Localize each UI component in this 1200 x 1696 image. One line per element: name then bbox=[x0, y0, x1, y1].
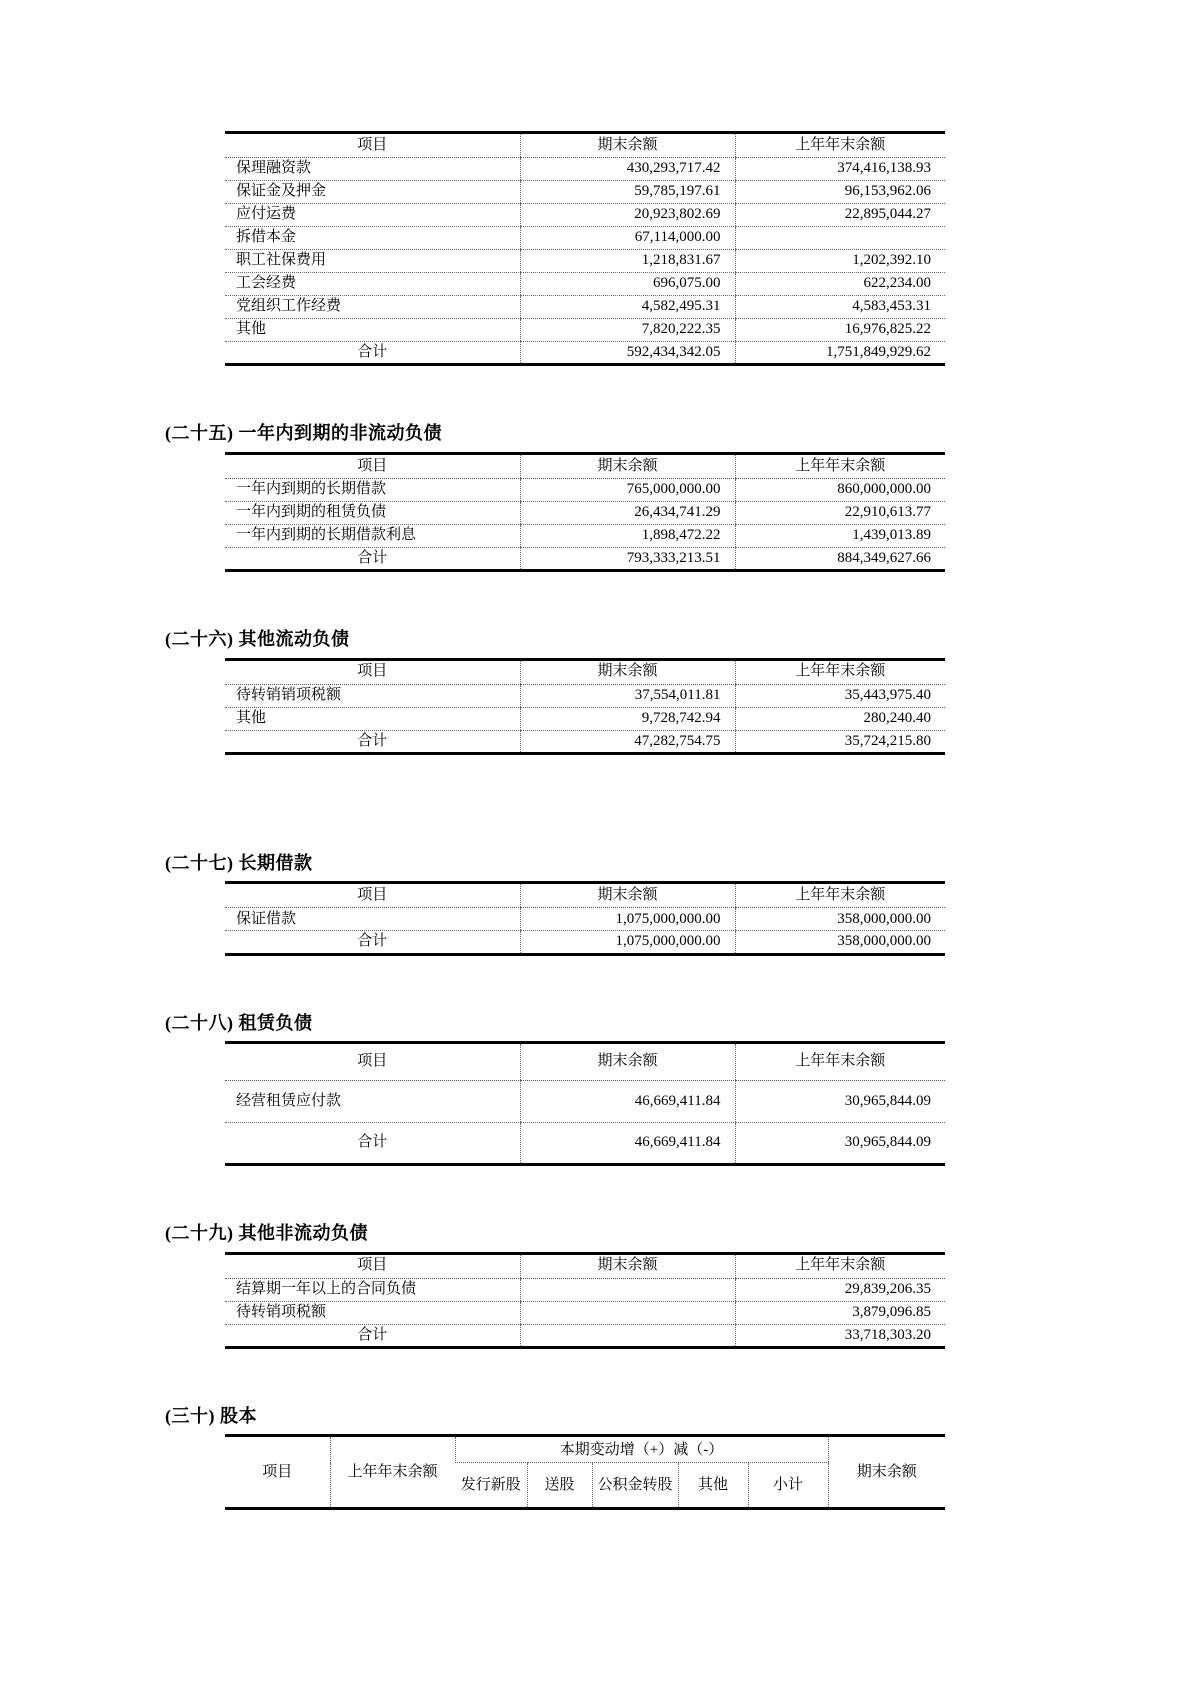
prior-year-balance-cell bbox=[735, 227, 945, 250]
item-cell: 合计 bbox=[357, 732, 388, 749]
item-cell: 结算期一年以上的合同负债 bbox=[225, 1278, 520, 1301]
prior-year-balance-cell: 96,153,962.06 bbox=[735, 181, 945, 204]
prior-year-balance-cell: 860,000,000.00 bbox=[735, 478, 945, 501]
ending-balance-cell: 20,923,802.69 bbox=[520, 204, 735, 227]
item-cell: 一年内到期的长期借款 bbox=[225, 478, 520, 501]
column-header-ending-balance: 期末余额 bbox=[828, 1436, 945, 1509]
prior-year-balance-cell: 358,000,000.00 bbox=[735, 931, 945, 954]
item-cell: 合计 bbox=[357, 1326, 388, 1343]
column-header: 期末余额 bbox=[520, 659, 735, 684]
item-cell: 其他 bbox=[225, 319, 520, 342]
column-header-other: 其他 bbox=[678, 1463, 748, 1509]
ending-balance-cell: 1,075,000,000.00 bbox=[520, 908, 735, 931]
ending-balance-cell: 59,785,197.61 bbox=[520, 181, 735, 204]
ending-balance-cell: 67,114,000.00 bbox=[520, 227, 735, 250]
long-term-borrowings-section bbox=[165, 852, 955, 956]
column-header: 上年年末余额 bbox=[735, 659, 945, 684]
ending-balance-cell: 46,669,411.84 bbox=[520, 1081, 735, 1123]
ending-balance-cell: 430,293,717.42 bbox=[520, 158, 735, 181]
column-header: 项目 bbox=[225, 133, 520, 158]
other-non-current-liabilities-section bbox=[165, 1222, 955, 1349]
item-cell: 合计 bbox=[357, 549, 388, 566]
total-row bbox=[225, 547, 945, 570]
table-row bbox=[225, 204, 945, 227]
total-row bbox=[225, 1324, 945, 1347]
note-title: (二十五) 一年内到期的非流动负债 bbox=[165, 423, 442, 444]
table-row bbox=[225, 158, 945, 181]
item-cell: 应付运费 bbox=[225, 204, 520, 227]
column-header: 项目 bbox=[225, 883, 520, 908]
ending-balance-cell bbox=[520, 1324, 735, 1347]
item-cell: 保证借款 bbox=[225, 908, 520, 931]
prior-year-balance-cell: 30,965,844.09 bbox=[735, 1123, 945, 1165]
prior-year-balance-cell: 374,416,138.93 bbox=[735, 158, 945, 181]
note-title: (二十八) 租赁负债 bbox=[165, 1012, 313, 1033]
note-title: (三十) 股本 bbox=[165, 1405, 257, 1426]
ending-balance-cell: 696,075.00 bbox=[520, 273, 735, 296]
table-row bbox=[225, 296, 945, 319]
ending-balance-cell: 1,218,831.67 bbox=[520, 250, 735, 273]
table-row bbox=[225, 1301, 945, 1324]
share-capital-section bbox=[165, 1405, 955, 1511]
prior-year-balance-cell: 22,910,613.77 bbox=[735, 501, 945, 524]
header-row bbox=[225, 659, 945, 684]
other-payables-detail-table bbox=[225, 131, 945, 366]
item-cell: 保理融资款 bbox=[225, 158, 520, 181]
item-cell: 合计 bbox=[357, 933, 388, 950]
ending-balance-cell: 765,000,000.00 bbox=[520, 478, 735, 501]
total-row bbox=[225, 730, 945, 753]
item-cell: 一年内到期的租赁负债 bbox=[225, 501, 520, 524]
prior-year-balance-cell: 22,895,044.27 bbox=[735, 204, 945, 227]
table-row bbox=[225, 227, 945, 250]
ending-balance-cell: 9,728,742.94 bbox=[520, 707, 735, 730]
column-header: 期末余额 bbox=[520, 1043, 735, 1081]
column-header-item: 项目 bbox=[262, 1464, 293, 1481]
item-cell: 待转销项税额 bbox=[225, 1301, 520, 1324]
column-header: 项目 bbox=[225, 659, 520, 684]
other-payables-detail-section bbox=[165, 131, 955, 366]
prior-year-balance-cell: 280,240.40 bbox=[735, 707, 945, 730]
table-row bbox=[225, 707, 945, 730]
table-row bbox=[225, 524, 945, 547]
column-header: 项目 bbox=[225, 453, 520, 478]
prior-year-balance-cell: 33,718,303.20 bbox=[735, 1324, 945, 1347]
ending-balance-cell bbox=[520, 1301, 735, 1324]
item-cell: 其他 bbox=[225, 707, 520, 730]
header-row bbox=[225, 883, 945, 908]
table-row bbox=[225, 908, 945, 931]
prior-year-balance-cell: 16,976,825.22 bbox=[735, 319, 945, 342]
prior-year-balance-cell: 1,202,392.10 bbox=[735, 250, 945, 273]
item-cell: 党组织工作经费 bbox=[225, 296, 520, 319]
item-cell: 拆借本金 bbox=[225, 227, 520, 250]
item-cell: 合计 bbox=[357, 1134, 388, 1151]
ending-balance-cell: 47,282,754.75 bbox=[520, 730, 735, 753]
lease-liabilities-section bbox=[165, 1012, 955, 1167]
column-header: 上年年末余额 bbox=[735, 1043, 945, 1081]
table-row bbox=[225, 273, 945, 296]
column-header: 项目 bbox=[225, 1253, 520, 1278]
notes-content bbox=[165, 0, 955, 1510]
other-current-liabilities-table bbox=[225, 658, 945, 755]
header-row bbox=[225, 1043, 945, 1081]
table-row bbox=[225, 684, 945, 707]
ending-balance-cell: 4,582,495.31 bbox=[520, 296, 735, 319]
table-row bbox=[225, 181, 945, 204]
prior-year-balance-cell: 1,751,849,929.62 bbox=[735, 342, 945, 365]
header-row bbox=[225, 133, 945, 158]
note-title: (二十九) 其他非流动负债 bbox=[165, 1223, 368, 1243]
long-term-borrowings-table bbox=[225, 881, 945, 955]
column-header: 期末余额 bbox=[520, 1253, 735, 1278]
non-current-liabilities-due-within-one-year-section bbox=[165, 422, 955, 572]
total-row bbox=[225, 342, 945, 365]
share-capital-header-row-1 bbox=[225, 1436, 945, 1463]
column-header-subtotal: 小计 bbox=[748, 1463, 828, 1509]
column-header-bonus-shares: 送股 bbox=[527, 1463, 592, 1509]
prior-year-balance-cell: 3,879,096.85 bbox=[735, 1301, 945, 1324]
item-cell: 工会经费 bbox=[225, 273, 520, 296]
table-row bbox=[225, 501, 945, 524]
item-cell: 一年内到期的长期借款利息 bbox=[225, 524, 520, 547]
total-row bbox=[225, 931, 945, 954]
ending-balance-cell: 1,075,000,000.00 bbox=[520, 931, 735, 954]
note-sections-container bbox=[165, 131, 955, 1349]
non-current-liabilities-due-within-one-year-table bbox=[225, 452, 945, 572]
column-header: 期末余额 bbox=[520, 453, 735, 478]
item-cell: 保证金及押金 bbox=[225, 181, 520, 204]
prior-year-balance-cell: 35,724,215.80 bbox=[735, 730, 945, 753]
column-header: 上年年末余额 bbox=[735, 133, 945, 158]
header-row bbox=[225, 1253, 945, 1278]
item-cell: 经营租赁应付款 bbox=[225, 1081, 520, 1123]
column-header: 上年年末余额 bbox=[735, 883, 945, 908]
ending-balance-cell bbox=[520, 1278, 735, 1301]
column-header-prior-balance: 上年年末余额 bbox=[330, 1436, 455, 1509]
column-header-change-group: 本期变动增（+）减（-） bbox=[455, 1436, 828, 1463]
lease-liabilities-table bbox=[225, 1041, 945, 1166]
prior-year-balance-cell: 884,349,627.66 bbox=[735, 547, 945, 570]
column-header: 上年年末余额 bbox=[735, 453, 945, 478]
ending-balance-cell: 7,820,222.35 bbox=[520, 319, 735, 342]
table-row bbox=[225, 1278, 945, 1301]
ending-balance-cell: 46,669,411.84 bbox=[520, 1123, 735, 1165]
ending-balance-cell: 1,898,472.22 bbox=[520, 524, 735, 547]
ending-balance-cell: 592,434,342.05 bbox=[520, 342, 735, 365]
ending-balance-cell: 793,333,213.51 bbox=[520, 547, 735, 570]
total-row bbox=[225, 1123, 945, 1165]
table-row bbox=[225, 478, 945, 501]
item-cell: 职工社保费用 bbox=[225, 250, 520, 273]
column-header: 期末余额 bbox=[520, 133, 735, 158]
other-non-current-liabilities-table bbox=[225, 1252, 945, 1349]
prior-year-balance-cell: 4,583,453.31 bbox=[735, 296, 945, 319]
item-cell: 合计 bbox=[357, 344, 388, 360]
prior-year-balance-cell: 1,439,013.89 bbox=[735, 524, 945, 547]
column-header: 项目 bbox=[225, 1043, 520, 1081]
prior-year-balance-cell: 29,839,206.35 bbox=[735, 1278, 945, 1301]
prior-year-balance-cell: 35,443,975.40 bbox=[735, 684, 945, 707]
other-current-liabilities-section bbox=[165, 628, 955, 755]
prior-year-balance-cell: 622,234.00 bbox=[735, 273, 945, 296]
table-row bbox=[225, 1081, 945, 1123]
note-title: (二十七) 长期借款 bbox=[165, 852, 313, 873]
column-header-reserve-conversion: 公积金转股 bbox=[592, 1463, 678, 1509]
item-cell: 待转销销项税额 bbox=[225, 684, 520, 707]
ending-balance-cell: 26,434,741.29 bbox=[520, 501, 735, 524]
table-row bbox=[225, 250, 945, 273]
column-header-new-issue: 发行新股 bbox=[460, 1477, 521, 1494]
prior-year-balance-cell: 358,000,000.00 bbox=[735, 908, 945, 931]
share-capital-table bbox=[225, 1434, 945, 1510]
header-row bbox=[225, 453, 945, 478]
column-header: 上年年末余额 bbox=[735, 1253, 945, 1278]
ending-balance-cell: 37,554,011.81 bbox=[520, 684, 735, 707]
note-title: (二十六) 其他流动负债 bbox=[165, 629, 350, 649]
column-header: 期末余额 bbox=[520, 883, 735, 908]
prior-year-balance-cell: 30,965,844.09 bbox=[735, 1081, 945, 1123]
table-row bbox=[225, 319, 945, 342]
